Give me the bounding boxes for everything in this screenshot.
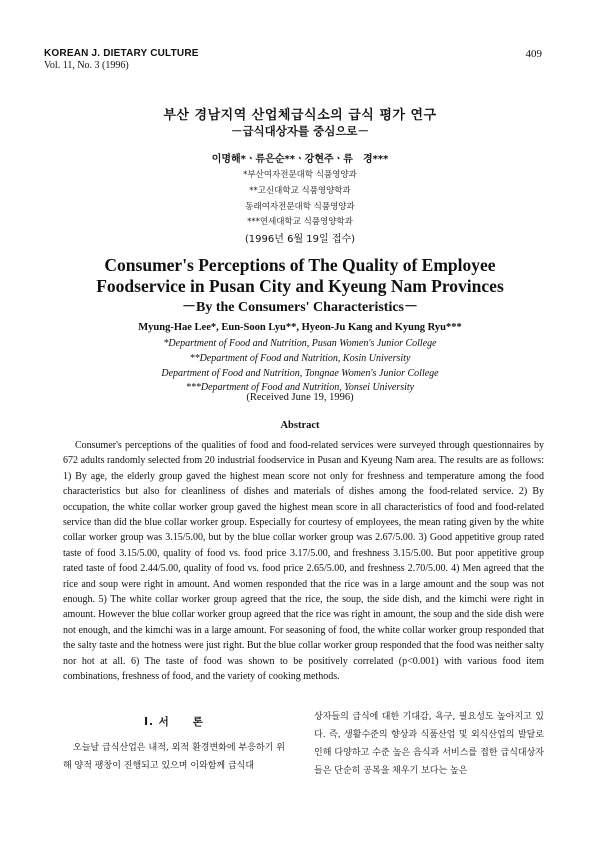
english-title-line: Foodservice in Pusan City and Kyeung Nam Provinces [96,276,504,296]
page-number: 409 [525,48,542,60]
korean-authors: 이명해*ㆍ류은순**ㆍ강현주ㆍ류 경*** [211,154,389,165]
body-paragraph: 상자들의 급식에 대한 기대감, 욕구, 필요성도 높아지고 있다. 즉, 생활수준의 향상과 식품산업 및 외식산업의 발달로 인해 다양하고 수준 높은 음식과 서비스를 접한 급식대상자들은 단순히 공복을 채우기 보다는 높은 [314,712,544,776]
english-title-line: －By the Consumers' Characteristics－ [181,300,419,315]
journal-header [44,48,199,72]
abstract-body: Consumer's perceptions of the qualities of food and food-related services were surveyed through questionnaires by 672 adults randomly selected from 20 industrial foodservice in Pusan and Kyeung Nam area. The results are as follows: 1) By age, the elderly group gaved the highest mean score not only for freshness and temperature among the food characteristics but also for cleanliness of dishes and materials of dishes among the food-related service. 2) By occupation, the white collar worker group gaved the highest mean score in all characteristics of food and food-related service than did the blue collar worker group. Especially for courtesy of employees, the mean rating given by the white collar worker group was 3.15/5.00, but by the blue collar worker group was 2.67/5.00. 3) Good appetitive group rated taste of food 3.15/5.00, quality of food vs. food price 3.17/5.00, and freshness 3.15/5.00. But poor appetitive group rated taste of food 2.44/5.00, quality of food vs. food price 2.65/5.00, and freshness 2.70/5.00. 4) Men agreed that the rice and soup were right in amount. And women responded that the rice was in a large amount and the soup was not enough. 5) The white collar worker group agreed that the rice, the soup, the side dish, and the kimchi were right in amount. However the blue collar worker group agreed that the rice was right in amount, the soup and the side dish were not enough, and the kimchi was in a large amount. For seasoning of food, the white collar worker group responded that the salty taste and the hotness were just right. But the blue collar worker group responded that the food was neither salty nor hot at all. 6) The taste of food was shown to be positively correlated (p<0.001) with various food item combinations, freshness of food, and the variety of cooking methods. [63,440,544,683]
body-paragraph: 오늘날 급식산업은 내적, 외적 환경변화에 부응하기 위해 양적 팽창이 진행되고 있으며 이와함께 급식대 [63,743,285,771]
english-affiliation: *Department of Food and Nutrition, Pusan Women's Junior College [163,338,437,349]
korean-affiliation: ***연세대학교 식품영양학과 [247,217,353,227]
english-received-date: (Received June 19, 1996) [246,392,354,403]
english-affiliation: ***Department of Food and Nutrition, Yonsei University [185,382,415,393]
english-affiliation: Department of Food and Nutrition, Tongnae Women's Junior College [161,368,439,379]
korean-title: 부산 경남지역 산업체급식소의 급식 평가 연구 [163,108,437,123]
korean-subtitle: －급식대상자를 중심으로－ [230,124,370,138]
korean-affiliation: *부산여자전문대학 식품영양과 [243,170,357,180]
english-title-line: Consumer's Perceptions of The Quality of Employee [104,255,496,275]
korean-affiliation: 동래여자전문대학 식품영양과 [245,202,355,212]
journal-name: KOREAN J. DIETARY CULTURE [44,48,199,59]
english-title [0,255,600,318]
body-column-left [63,708,285,775]
english-authors: Myung-Hae Lee*, Eun-Soon Lyu**, Hyeon-Ju Kang and Kyung Ryu*** [138,322,462,333]
english-affiliation: **Department of Food and Nutrition, Kosin University [189,353,411,364]
volume-info: Vol. 11, No. 3 (1996) [44,60,129,71]
abstract-heading: Abstract [280,420,320,431]
korean-received-date: (1996년 6월 19일 접수) [244,234,356,245]
body-column-right [314,708,544,780]
section-heading: I. 서 론 [144,716,204,728]
korean-affiliation: **고신대학교 식품영양학과 [249,186,351,196]
